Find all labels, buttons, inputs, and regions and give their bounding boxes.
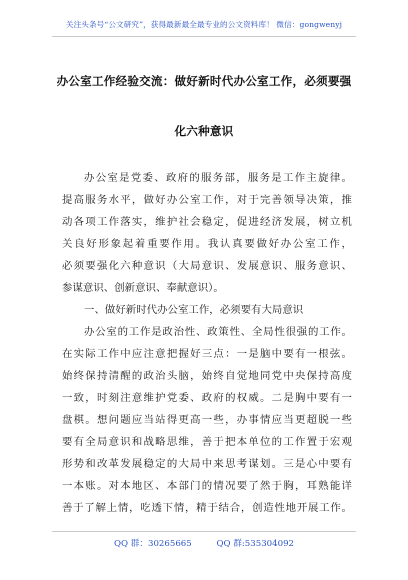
footer-contact xyxy=(0,537,408,549)
body-paragraph-line: 在实际工作中应注意把握好三点：一是脑中要有一根弦。 xyxy=(62,348,352,360)
header-banner: 关注头条号“公文研究”，获得最新最全最专业的公文资料库！ 微信：gongwenyj xyxy=(65,20,343,29)
section-heading-1: 一、做好新时代办公室工作，必须要有大局意识 xyxy=(84,304,304,316)
footer-divider xyxy=(52,531,356,532)
body-paragraph-line: 办公室是党委、政府的服务部，服务是工作主旋律。 xyxy=(84,172,352,184)
body-paragraph-line: 参谋意识、创新意识、奉献意识）。 xyxy=(62,282,224,294)
footer-qq-group-2: QQ 群:535304092 xyxy=(216,539,295,549)
body-paragraph-line: 善于了解上情，吃透下情，精于结合，创造性地开展工作。 xyxy=(62,502,352,514)
body-paragraph-line: 必须要强化六种意识（大局意识、发展意识、服务意识、 xyxy=(62,260,352,272)
body-paragraph-line: 要有全局意识和战略思维，善于把本单位的工作置于宏观 xyxy=(62,436,352,448)
header-divider xyxy=(52,36,356,37)
footer-qq-group-1: QQ 群：30265665 xyxy=(113,539,192,549)
body-paragraph-line: 形势和改革发展稳定的大局中来思考谋划。三是心中要有 xyxy=(62,458,352,470)
body-paragraph-line: 始终保持清醒的政治头脑，始终自觉地同党中央保持高度 xyxy=(62,370,352,382)
body-paragraph-line: 动各项工作落实，维护社会稳定，促进经济发展，树立机 xyxy=(62,216,352,228)
body-paragraph-line: 盘棋。想问题应当站得更高一些，办事情应当更超脱一些 xyxy=(62,414,352,426)
body-paragraph-line: 办公室的工作是政治性、政策性、全局性很强的工作。 xyxy=(84,326,352,338)
document-title-line-1: 办公室工作经验交流：做好新时代办公室工作，必须要强 xyxy=(56,74,352,88)
body-paragraph-line: 提高服务水平，做好办公室工作，对于完善领导决策，推 xyxy=(62,194,352,206)
body-paragraph-line: 关良好形象起着重要作用。我认真要做好办公室工作， xyxy=(62,238,352,250)
document-title-line-2: 化六种意识 xyxy=(174,124,234,138)
body-paragraph-line: 一本账。对本地区、本部门的情况要了然于胸，耳熟能详 xyxy=(62,480,352,492)
body-paragraph-line: 一致，时刻注意维护党委、政府的权威。二是胸中要有一 xyxy=(62,392,352,404)
